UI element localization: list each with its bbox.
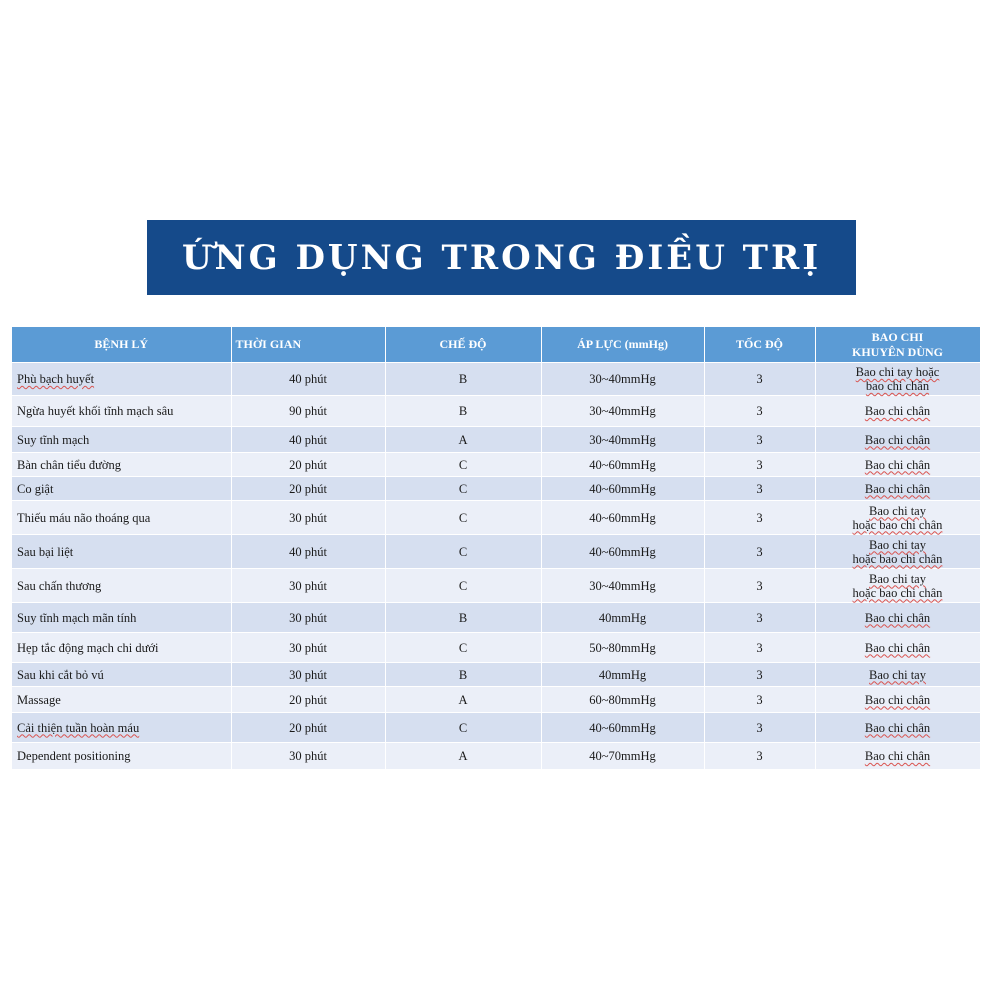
cell-sleeve xyxy=(815,603,980,633)
cell-sleeve-line: Bao chi chân xyxy=(864,692,931,707)
cell-pressure xyxy=(541,363,704,396)
cell-pressure-text: 40~60mmHg xyxy=(589,481,656,496)
cell-sleeve xyxy=(815,453,980,477)
cell-speed xyxy=(704,501,815,535)
cell-condition xyxy=(12,569,231,603)
cell-sleeve-line: Bao chi chân xyxy=(864,457,931,472)
cell-sleeve-line: hoặc bao chi chân xyxy=(852,517,943,532)
cell-sleeve xyxy=(815,477,980,501)
cell-condition-text: Ngừa huyết khối tĩnh mạch sâu xyxy=(17,404,174,418)
cell-speed xyxy=(704,687,815,713)
cell-sleeve-line: Bao chi tay xyxy=(869,667,926,682)
cell-duration xyxy=(231,363,385,396)
cell-condition-text: Suy tĩnh mạch xyxy=(17,432,90,447)
cell-speed-text: 3 xyxy=(756,432,763,447)
cell-mode xyxy=(385,477,541,501)
table-row xyxy=(12,713,980,743)
cell-mode xyxy=(385,713,541,743)
header-sleeve-line2: KHUYÊN DÙNG xyxy=(851,344,943,359)
cell-condition xyxy=(12,633,231,663)
cell-condition xyxy=(12,603,231,633)
cell-sleeve-line: bao chi chân xyxy=(865,379,930,393)
cell-duration xyxy=(231,396,385,427)
cell-mode xyxy=(385,569,541,603)
cell-condition-text: Phù bạch huyết xyxy=(17,372,95,386)
cell-mode-text: C xyxy=(458,481,468,496)
cell-sleeve-line: Bao chi chân xyxy=(864,640,931,655)
cell-pressure-text: 30~40mmHg xyxy=(589,578,656,593)
cell-pressure xyxy=(541,743,704,769)
cell-sleeve xyxy=(815,743,980,769)
cell-sleeve xyxy=(815,569,980,603)
cell-mode-text: A xyxy=(458,748,468,763)
cell-sleeve xyxy=(815,687,980,713)
cell-speed-text: 3 xyxy=(756,372,763,386)
cell-pressure xyxy=(541,477,704,501)
cell-speed-text: 3 xyxy=(756,667,763,682)
cell-duration-text: 20 phút xyxy=(289,720,327,735)
cell-pressure xyxy=(541,633,704,663)
page-title: ỨNG DỤNG TRONG ĐIỀU TRỊ xyxy=(181,237,822,278)
cell-condition-text: Dependent positioning xyxy=(17,748,131,763)
cell-speed-text: 3 xyxy=(756,510,763,525)
cell-pressure-text: 40~70mmHg xyxy=(589,748,656,763)
cell-sleeve xyxy=(815,713,980,743)
cell-condition-text: Sau khi cắt bỏ vú xyxy=(17,667,104,682)
cell-pressure-text: 60~80mmHg xyxy=(589,692,656,707)
cell-duration-text: 30 phút xyxy=(289,748,327,763)
cell-speed xyxy=(704,713,815,743)
cell-mode xyxy=(385,396,541,427)
table-row xyxy=(12,743,980,769)
table-row xyxy=(12,453,980,477)
cell-mode xyxy=(385,743,541,769)
cell-condition-text: Suy tĩnh mạch mãn tính xyxy=(17,610,137,625)
cell-duration xyxy=(231,713,385,743)
cell-mode-text: C xyxy=(458,457,468,472)
cell-duration-text: 30 phút xyxy=(289,510,327,525)
cell-pressure xyxy=(541,501,704,535)
cell-condition xyxy=(12,477,231,501)
cell-mode-text: B xyxy=(458,404,468,418)
cell-speed xyxy=(704,453,815,477)
cell-pressure-text: 40mmHg xyxy=(598,667,647,682)
cell-duration-text: 20 phút xyxy=(289,481,327,496)
table-row xyxy=(12,687,980,713)
cell-duration-text: 20 phút xyxy=(289,692,327,707)
cell-duration-text: 90 phút xyxy=(289,404,327,418)
cell-speed-text: 3 xyxy=(756,692,763,707)
cell-condition-text: Bàn chân tiểu đường xyxy=(17,457,121,472)
cell-speed xyxy=(704,633,815,663)
cell-condition xyxy=(12,501,231,535)
cell-sleeve xyxy=(815,633,980,663)
cell-duration xyxy=(231,501,385,535)
cell-duration-text: 30 phút xyxy=(289,640,327,655)
table-row xyxy=(12,535,980,569)
cell-condition xyxy=(12,687,231,713)
title-banner xyxy=(147,220,856,295)
cell-duration xyxy=(231,743,385,769)
cell-condition xyxy=(12,663,231,687)
cell-sleeve xyxy=(815,363,980,396)
cell-sleeve-line: Bao chi tay hoặc xyxy=(855,365,940,379)
cell-mode-text: B xyxy=(458,667,468,682)
cell-mode-text: C xyxy=(458,578,468,593)
table-row xyxy=(12,427,980,453)
cell-pressure xyxy=(541,663,704,687)
cell-mode xyxy=(385,453,541,477)
cell-mode-text: B xyxy=(458,610,468,625)
cell-mode-text: C xyxy=(458,640,468,655)
cell-sleeve-line: Bao chi tay xyxy=(869,537,926,552)
cell-speed xyxy=(704,427,815,453)
cell-speed-text: 3 xyxy=(756,748,763,763)
cell-sleeve-line: Bao chi chân xyxy=(864,481,931,496)
header-sleeve xyxy=(815,327,980,363)
cell-sleeve xyxy=(815,396,980,427)
cell-speed-text: 3 xyxy=(756,640,763,655)
cell-speed xyxy=(704,363,815,396)
cell-pressure xyxy=(541,687,704,713)
cell-speed-text: 3 xyxy=(756,457,763,472)
cell-duration-text: 30 phút xyxy=(289,578,327,593)
cell-pressure-text: 40~60mmHg xyxy=(589,544,656,559)
table-row xyxy=(12,633,980,663)
cell-duration-text: 40 phút xyxy=(289,544,327,559)
cell-duration xyxy=(231,477,385,501)
header-speed: TỐC ĐỘ xyxy=(704,327,815,363)
cell-mode xyxy=(385,603,541,633)
cell-mode xyxy=(385,501,541,535)
cell-mode xyxy=(385,427,541,453)
table-row xyxy=(12,363,980,396)
table-row xyxy=(12,569,980,603)
cell-pressure-text: 50~80mmHg xyxy=(589,640,656,655)
cell-speed xyxy=(704,477,815,501)
cell-speed xyxy=(704,569,815,603)
cell-duration-text: 30 phút xyxy=(289,667,327,682)
table-row xyxy=(12,477,980,501)
cell-condition xyxy=(12,396,231,427)
cell-duration-text: 40 phút xyxy=(289,372,327,386)
cell-duration-text: 40 phút xyxy=(289,432,327,447)
cell-speed xyxy=(704,663,815,687)
cell-sleeve-line: Bao chi chân xyxy=(864,720,931,735)
cell-sleeve-line: Bao chi tay xyxy=(869,503,926,518)
cell-condition xyxy=(12,427,231,453)
cell-mode xyxy=(385,633,541,663)
cell-condition xyxy=(12,743,231,769)
header-pressure: ÁP LỰC (mmHg) xyxy=(541,327,704,363)
header-sleeve-line1: BAO CHI xyxy=(871,329,924,344)
cell-mode-text: C xyxy=(458,720,468,735)
cell-sleeve-line: hoặc bao chi chân xyxy=(852,585,943,600)
cell-mode-text: C xyxy=(458,510,468,525)
cell-pressure-text: 30~40mmHg xyxy=(589,372,656,386)
cell-condition-text: Cải thiện tuần hoàn máu xyxy=(17,720,140,735)
cell-condition xyxy=(12,363,231,396)
cell-sleeve xyxy=(815,663,980,687)
cell-pressure xyxy=(541,535,704,569)
table-row xyxy=(12,663,980,687)
cell-pressure xyxy=(541,453,704,477)
table-row xyxy=(12,603,980,633)
cell-pressure xyxy=(541,396,704,427)
table-row xyxy=(12,501,980,535)
cell-sleeve-line: Bao chi tay xyxy=(869,571,926,586)
header-mode: CHẾ ĐỘ xyxy=(385,327,541,363)
cell-duration xyxy=(231,453,385,477)
cell-pressure xyxy=(541,427,704,453)
cell-speed-text: 3 xyxy=(756,720,763,735)
cell-pressure xyxy=(541,569,704,603)
header-duration: THỜI GIAN xyxy=(231,327,385,363)
cell-pressure xyxy=(541,603,704,633)
cell-condition-text: Co giật xyxy=(17,481,54,496)
cell-duration xyxy=(231,663,385,687)
cell-speed-text: 3 xyxy=(756,610,763,625)
table-header-row xyxy=(12,327,980,363)
cell-condition-text: Sau bại liệt xyxy=(17,544,74,559)
cell-mode xyxy=(385,363,541,396)
cell-pressure-text: 40mmHg xyxy=(598,610,647,625)
cell-mode xyxy=(385,535,541,569)
cell-pressure-text: 40~60mmHg xyxy=(589,720,656,735)
cell-sleeve xyxy=(815,535,980,569)
cell-duration xyxy=(231,535,385,569)
cell-duration xyxy=(231,633,385,663)
cell-sleeve xyxy=(815,427,980,453)
cell-mode xyxy=(385,687,541,713)
cell-speed-text: 3 xyxy=(756,544,763,559)
cell-sleeve xyxy=(815,501,980,535)
cell-speed xyxy=(704,743,815,769)
cell-speed-text: 3 xyxy=(756,578,763,593)
cell-condition xyxy=(12,535,231,569)
cell-speed-text: 3 xyxy=(756,481,763,496)
cell-duration xyxy=(231,569,385,603)
cell-speed xyxy=(704,396,815,427)
cell-sleeve-line: Bao chi chân xyxy=(864,610,931,625)
cell-pressure-text: 30~40mmHg xyxy=(589,404,656,418)
cell-condition xyxy=(12,453,231,477)
header-condition: BỆNH LÝ xyxy=(12,327,231,363)
cell-sleeve-line: hoặc bao chi chân xyxy=(852,551,943,566)
cell-duration xyxy=(231,687,385,713)
cell-duration xyxy=(231,427,385,453)
cell-speed-text: 3 xyxy=(756,404,763,418)
cell-mode-text: A xyxy=(458,432,468,447)
cell-condition-text: Hẹp tắc động mạch chi dưới xyxy=(17,640,159,655)
therapy-table xyxy=(12,327,981,769)
cell-mode xyxy=(385,663,541,687)
cell-mode-text: C xyxy=(458,544,468,559)
cell-condition-text: Massage xyxy=(17,692,61,707)
cell-speed xyxy=(704,603,815,633)
cell-pressure-text: 40~60mmHg xyxy=(589,457,656,472)
cell-condition-text: Thiếu máu não thoáng qua xyxy=(17,510,151,525)
cell-condition-text: Sau chấn thương xyxy=(17,578,102,593)
cell-pressure xyxy=(541,713,704,743)
cell-duration-text: 30 phút xyxy=(289,610,327,625)
cell-sleeve-line: Bao chi chân xyxy=(864,432,931,447)
cell-pressure-text: 30~40mmHg xyxy=(589,432,656,447)
cell-pressure-text: 40~60mmHg xyxy=(589,510,656,525)
cell-sleeve-line: Bao chi chân xyxy=(864,748,931,763)
cell-speed xyxy=(704,535,815,569)
cell-duration xyxy=(231,603,385,633)
cell-condition xyxy=(12,713,231,743)
table-row xyxy=(12,396,980,427)
cell-duration-text: 20 phút xyxy=(289,457,327,472)
cell-mode-text: B xyxy=(458,372,468,386)
table-body xyxy=(12,363,980,769)
cell-mode-text: A xyxy=(458,692,468,707)
cell-sleeve-line: Bao chi chân xyxy=(864,404,931,418)
